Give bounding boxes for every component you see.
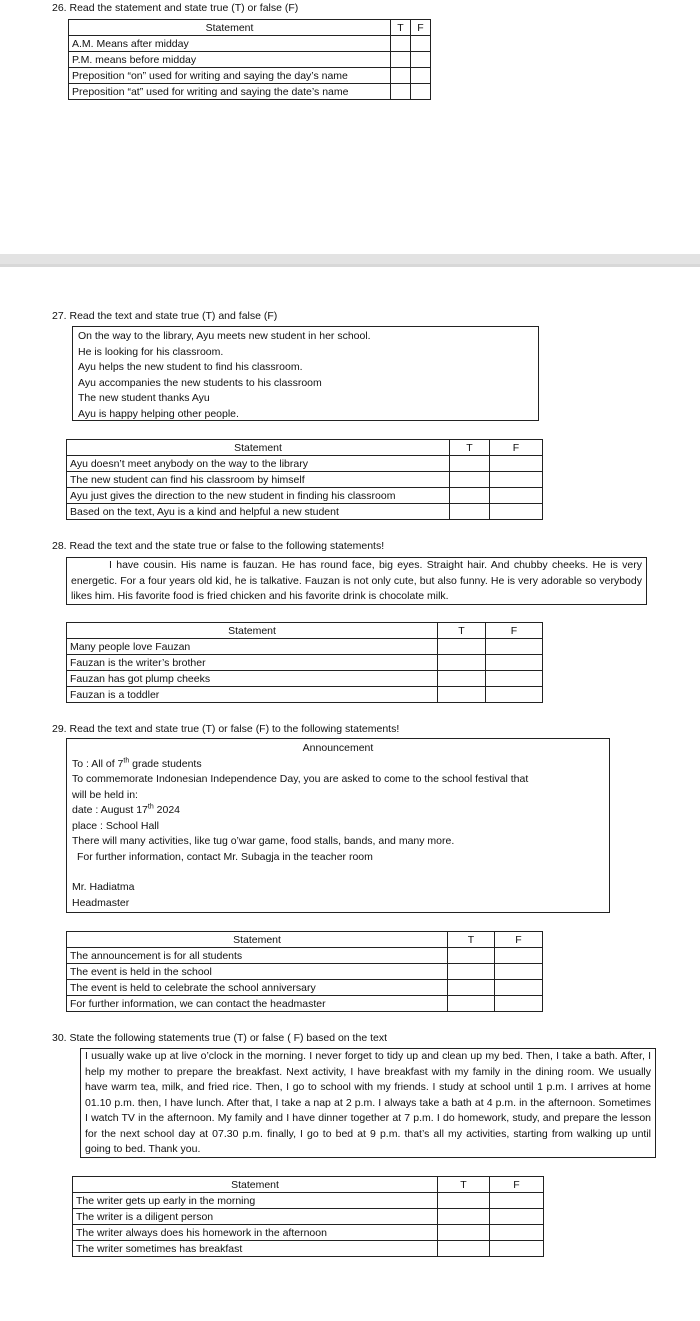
- table-row: [67, 980, 543, 996]
- true-cell[interactable]: [438, 671, 486, 687]
- true-cell[interactable]: [391, 84, 411, 100]
- text-line: Ayu is happy helping other people.: [78, 407, 239, 420]
- to-superscript: th: [123, 757, 130, 764]
- false-cell[interactable]: [495, 948, 543, 964]
- table-row: [67, 948, 543, 964]
- announcement-signer: Mr. Hadiatma: [72, 881, 135, 893]
- text-line: On the way to the library, Ayu meets new student in her school.: [78, 330, 371, 342]
- true-cell[interactable]: [391, 52, 411, 68]
- true-cell[interactable]: [448, 980, 495, 996]
- statement-cell: P.M. means before midday: [69, 52, 391, 68]
- table-row: [67, 472, 543, 488]
- text-line: Ayu helps the new student to find his classroom.: [78, 361, 303, 373]
- false-cell[interactable]: [495, 996, 543, 1012]
- header-true: T: [391, 20, 411, 36]
- announcement-line: There will many activities, like tug o’war game, food stalls, bands, and many more.: [72, 835, 455, 847]
- statement-cell: Ayu doesn’t meet anybody on the way to the library: [67, 456, 450, 472]
- false-cell[interactable]: [495, 980, 543, 996]
- false-cell[interactable]: [490, 1209, 544, 1225]
- q28-reading-text: [66, 557, 647, 605]
- false-cell[interactable]: [486, 655, 543, 671]
- true-cell[interactable]: [450, 456, 490, 472]
- header-false: F: [495, 932, 543, 948]
- false-cell[interactable]: [490, 488, 543, 504]
- false-cell[interactable]: [490, 1193, 544, 1209]
- table-row: [69, 36, 431, 52]
- table-header-row: [67, 932, 543, 948]
- table-row: [67, 639, 543, 655]
- false-cell[interactable]: [490, 456, 543, 472]
- table-row: [69, 52, 431, 68]
- announcement-line: will be held in:: [72, 788, 138, 801]
- header-true: T: [438, 623, 486, 639]
- header-statement: Statement: [67, 623, 438, 639]
- table-row: [69, 84, 431, 100]
- true-cell[interactable]: [438, 1193, 490, 1209]
- statement-cell: Preposition “on” used for writing and saying the day’s name: [69, 68, 391, 84]
- announcement-signer-title: Headmaster: [72, 896, 130, 909]
- date-prefix: date : August 17: [72, 804, 148, 816]
- text-line: Ayu accompanies the new students to his classroom: [78, 376, 322, 389]
- statement-cell: Fauzan has got plump cheeks: [67, 671, 438, 687]
- date-superscript: th: [147, 803, 154, 811]
- statement-cell: The writer is a diligent person: [73, 1209, 438, 1225]
- table-row: [67, 687, 543, 703]
- table-header-row: [67, 440, 543, 456]
- true-cell[interactable]: [448, 948, 495, 964]
- header-false: F: [411, 20, 431, 36]
- q30-table: [72, 1176, 544, 1257]
- q30-reading-text: [80, 1048, 656, 1158]
- header-false: F: [486, 623, 543, 639]
- table-row: [67, 964, 543, 980]
- true-cell[interactable]: [438, 687, 486, 703]
- q28-table: [66, 622, 543, 703]
- question-26-title: 26. Read the statement and state true (T) or false (F): [52, 2, 299, 14]
- header-false: F: [490, 1177, 544, 1193]
- false-cell[interactable]: [411, 36, 431, 52]
- true-cell[interactable]: [450, 488, 490, 504]
- q29-announcement: [66, 738, 610, 913]
- table-header-row: [73, 1177, 544, 1193]
- true-cell[interactable]: [438, 639, 486, 655]
- q27-reading-text: [72, 326, 539, 421]
- false-cell[interactable]: [495, 964, 543, 980]
- header-true: T: [448, 932, 495, 948]
- question-27-title: 27. Read the text and state true (T) and false (F): [52, 310, 278, 322]
- statement-cell: Many people love Fauzan: [67, 639, 438, 655]
- header-true: T: [450, 440, 490, 456]
- table-row: [73, 1241, 544, 1257]
- header-true: T: [438, 1177, 490, 1193]
- true-cell[interactable]: [391, 36, 411, 52]
- text-line: The new student thanks Ayu: [78, 392, 210, 404]
- table-row: [67, 456, 543, 472]
- header-statement: Statement: [67, 932, 448, 948]
- false-cell[interactable]: [486, 639, 543, 655]
- true-cell[interactable]: [450, 472, 490, 488]
- true-cell[interactable]: [438, 1225, 490, 1241]
- true-cell[interactable]: [438, 655, 486, 671]
- table-header-row: [67, 623, 543, 639]
- true-cell[interactable]: [438, 1209, 490, 1225]
- q29-table: [66, 931, 543, 1012]
- table-row: [67, 488, 543, 504]
- false-cell[interactable]: [490, 504, 543, 520]
- true-cell[interactable]: [438, 1241, 490, 1257]
- statement-cell: The writer sometimes has breakfast: [73, 1241, 438, 1257]
- true-cell[interactable]: [448, 964, 495, 980]
- statement-cell: The announcement is for all students: [67, 948, 448, 964]
- false-cell[interactable]: [411, 84, 431, 100]
- true-cell[interactable]: [450, 504, 490, 520]
- announcement-heading: Announcement: [302, 742, 374, 754]
- header-statement: Statement: [73, 1177, 438, 1193]
- table-row: [73, 1225, 544, 1241]
- statement-cell: Based on the text, Ayu is a kind and helpful a new student: [67, 504, 450, 520]
- to-suffix: grade students: [129, 757, 202, 770]
- false-cell[interactable]: [490, 1241, 544, 1257]
- statement-cell: A.M. Means after midday: [69, 36, 391, 52]
- question-30-title: 30. State the following statements true (T) or false ( F) based on the text: [52, 1032, 387, 1044]
- to-prefix: To : All of 7: [72, 757, 124, 770]
- statement-cell: The event is held in the school: [67, 964, 448, 980]
- true-cell[interactable]: [391, 68, 411, 84]
- table-row: [67, 655, 543, 671]
- statement-cell: The writer gets up early in the morning: [73, 1193, 438, 1209]
- header-statement: Statement: [69, 20, 391, 36]
- false-cell[interactable]: [490, 1225, 544, 1241]
- table-row: [67, 671, 543, 687]
- text-line: He is looking for his classroom.: [78, 345, 224, 358]
- worksheet-page-2: [0, 267, 700, 1321]
- statement-cell: The new student can find his classroom by himself: [67, 472, 450, 488]
- announcement-date: [72, 803, 604, 819]
- date-suffix: 2024: [153, 804, 181, 816]
- true-cell[interactable]: [448, 996, 495, 1012]
- announcement-place: place : School Hall: [72, 819, 159, 832]
- table-header-row: [69, 20, 431, 36]
- header-statement: Statement: [67, 440, 450, 456]
- table-row: [67, 996, 543, 1012]
- question-28-title: 28. Read the text and the state true or false to the following statements!: [52, 540, 385, 552]
- statement-cell: Ayu just gives the direction to the new student in finding his classroom: [67, 488, 450, 504]
- table-row: [67, 504, 543, 520]
- table-row: [69, 68, 431, 84]
- false-cell[interactable]: [411, 52, 431, 68]
- announcement-line: To commemorate Indonesian Independence Day, you are asked to come to the school festival that: [72, 773, 529, 785]
- statement-cell: The writer always does his homework in the afternoon: [73, 1225, 438, 1241]
- q27-table: [66, 439, 543, 520]
- statement-cell: For further information, we can contact the headmaster: [67, 996, 448, 1012]
- table-row: [73, 1193, 544, 1209]
- false-cell[interactable]: [490, 472, 543, 488]
- statement-cell: Preposition “at” used for writing and saying the date’s name: [69, 84, 391, 100]
- header-false: F: [490, 440, 543, 456]
- question-29-title: 29. Read the text and state true (T) or false (F) to the following statements!: [52, 723, 400, 735]
- reading-paragraph: I usually wake up at live o’clock in the morning. I never forget to tidy up and clean up my bed. Then, I take a bath. After, I help my mother to prepare the breakfast. Next activity, I have breakfast with my family in the dining room. We usually have warm tea, milk, and fried rice. Then, I go to school with my friends. I study at school until 1 p.m. I arrives at home 01.10 p.m. then, I have lunch. After that, I take a nap at 2 p.m. I always take a bath at 4 p.m. in the afternoon. Sometimes I watch TV in the afternoon. My family and I have dinner together at 7 p.m. I do homework, study, and prepare the lesson for the next school day at 07.30 p.m. finally, I go to bed at 9 p.m. that’s all my activities, starting from walking up until going to bed. Thank you.: [85, 1050, 651, 1155]
- false-cell[interactable]: [486, 671, 543, 687]
- q26-table: [68, 19, 431, 100]
- table-row: [73, 1209, 544, 1225]
- reading-paragraph: I have cousin. His name is fauzan. He has round face, big eyes. Straight hair. And chubby cheeks. He is very energetic. For a four years old kid, he is talkative. Fauzan is not only cute, but also funny. He is very adorable so verybody likes him. His favorite food is fried chicken and his favorite drink is chocolate milk.: [71, 559, 642, 602]
- worksheet-page-1: [0, 0, 700, 254]
- false-cell[interactable]: [486, 687, 543, 703]
- statement-cell: Fauzan is the writer’s brother: [67, 655, 438, 671]
- announcement-line: For further information, contact Mr. Subagja in the teacher room: [77, 850, 373, 863]
- statement-cell: Fauzan is a toddler: [67, 687, 438, 703]
- announcement-to: [72, 757, 604, 773]
- false-cell[interactable]: [411, 68, 431, 84]
- statement-cell: The event is held to celebrate the school anniversary: [67, 980, 448, 996]
